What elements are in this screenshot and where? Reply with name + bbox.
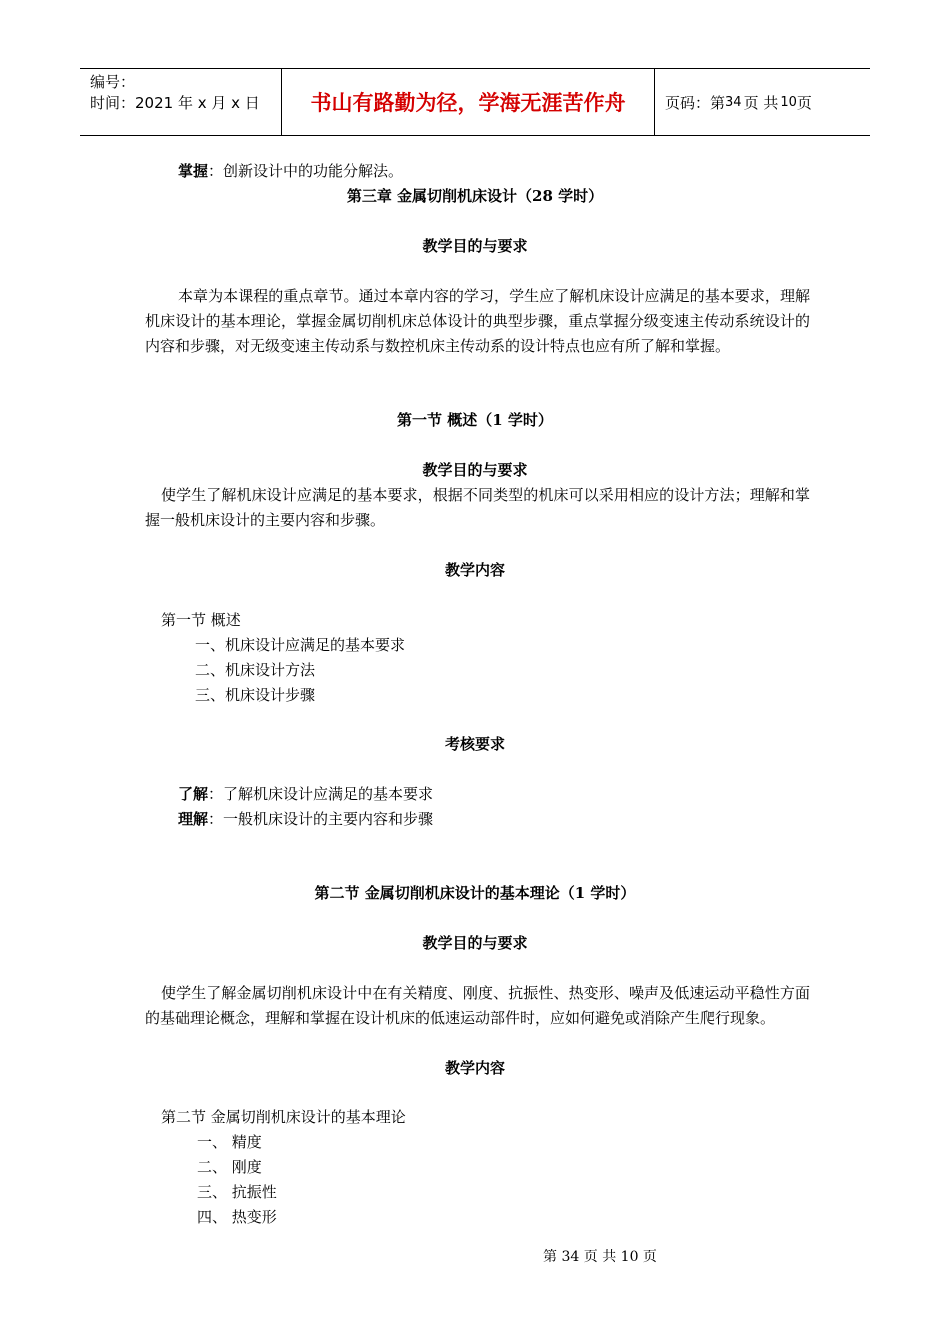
chapter-title: 第三章 金属切削机床设计（28 学时） [346,187,604,205]
section1-item: 三、机床设计步骤 [195,686,316,704]
header-time: 时间：2021 年 x 月 x 日 [90,94,260,112]
page-prefix: 页码：第 [665,93,726,112]
section2-item: 三、 抗振性 [197,1183,277,1201]
content-heading-2: 教学内容 [444,1059,505,1077]
goal-heading-3: 教学目的与要求 [422,934,528,952]
header-motto: 书山有路勤为径，学海无涯苦作舟 [282,69,655,135]
understand-label: 了解 [178,785,209,803]
section2-item: 一、 精度 [197,1133,262,1151]
comprehend-text: ：一般机床设计的主要内容和步骤 [208,810,434,828]
section1-title: 第一节 概述（1 学时） [397,411,553,429]
section2-title: 第二节 金属切削机床设计的基本理论（1 学时） [314,884,636,902]
goal-heading-1: 教学目的与要求 [422,237,528,255]
understand-line [178,783,433,805]
content-heading-1: 教学内容 [444,561,505,579]
section2-content-title: 第二节 金属切削机床设计的基本理论 [161,1108,406,1126]
page-footer: 第 34 页 共 10 页 [543,1249,657,1265]
mastery-text: ：创新设计中的功能分解法。 [208,162,404,180]
page-total: 10 [780,94,797,110]
comprehend-line [178,808,433,830]
section2-item: 四、 热变形 [197,1208,277,1226]
comprehend-label: 理解 [178,810,209,828]
page-suffix: 页 [796,93,812,112]
page-current: 34 [725,94,742,110]
section2-item: 二、 刚度 [197,1158,262,1176]
section1-item: 一、机床设计应满足的基本要求 [195,636,406,654]
header-page-number [655,69,870,135]
page-header [80,68,870,136]
understand-text: ：了解机床设计应满足的基本要求 [208,785,434,803]
section1-content-title: 第一节 概述 [161,611,241,629]
section2-goal: 使学生了解金属切削机床设计中在有关精度、刚度、抗振性、热变形、噪声及低速运动平稳性方面的基础理论概念，理解和掌握在设计机床的低速运动部件时，应如何避免或消除产生爬行现象。 [145,984,810,1027]
header-id: 编号： [90,73,136,91]
exam-heading: 考核要求 [444,735,505,753]
goal-heading-2: 教学目的与要求 [422,461,528,479]
section1-item: 二、机床设计方法 [195,661,316,679]
mastery-line [178,160,403,182]
header-meta [80,69,282,135]
mastery-label: 掌握 [178,162,209,180]
section1-goal: 使学生了解机床设计应满足的基本要求，根据不同类型的机床可以采用相应的设计方法；理解和掌握一般机床设计的主要内容和步骤。 [145,486,810,529]
chapter-intro: 本章为本课程的重点章节。通过本章内容的学习，学生应了解机床设计应满足的基本要求，理解机床设计的基本理论，掌握金属切削机床总体设计的典型步骤，重点掌握分级变速主传动系统设计的内容和步骤，对无级变速主传动系与数控机床主传动系的设计特点也应有所了解和掌握。 [145,287,810,355]
page-mid: 页 共 [743,93,779,112]
